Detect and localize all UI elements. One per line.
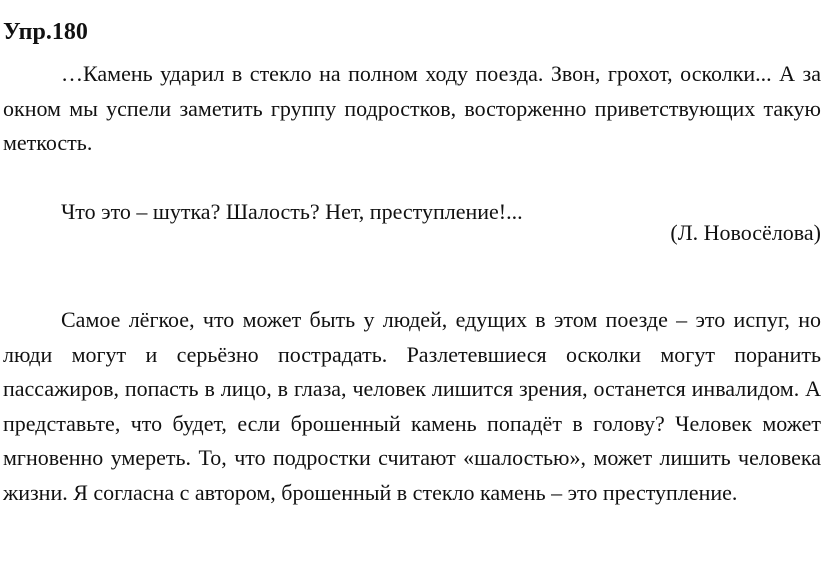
answer-paragraph: Самое лёгкое, что может быть у людей, едущих в этом поезде – это испуг, но люди могут и серьёзно пострадать. Разлетевшиеся осколки могут поранить пассажиров, попасть в лицо, в глаза, человек лишится зрения, останется инвалидом. А представьте, что будет, если брошенный камень попадёт в голову? Человек может мгновенно умереть. То, что подростки считают «шалостью», может лишить человека жизни. Я согласна с автором, брошенный в стекло камень – это преступление.: [3, 307, 821, 505]
quote-source: (Л. Новосёлова): [670, 220, 821, 245]
exercise-title: Упр.180: [3, 19, 88, 45]
quote-paragraph-1: …Камень ударил в стекло на полном ходу поезда. Звон, грохот, осколки... А за окном мы успели заметить группу подростков, восторженно приветствующих такую меткость.: [3, 61, 821, 155]
quote-paragraph-2: Что это – шутка? Шалость? Нет, преступление!...: [61, 199, 523, 224]
